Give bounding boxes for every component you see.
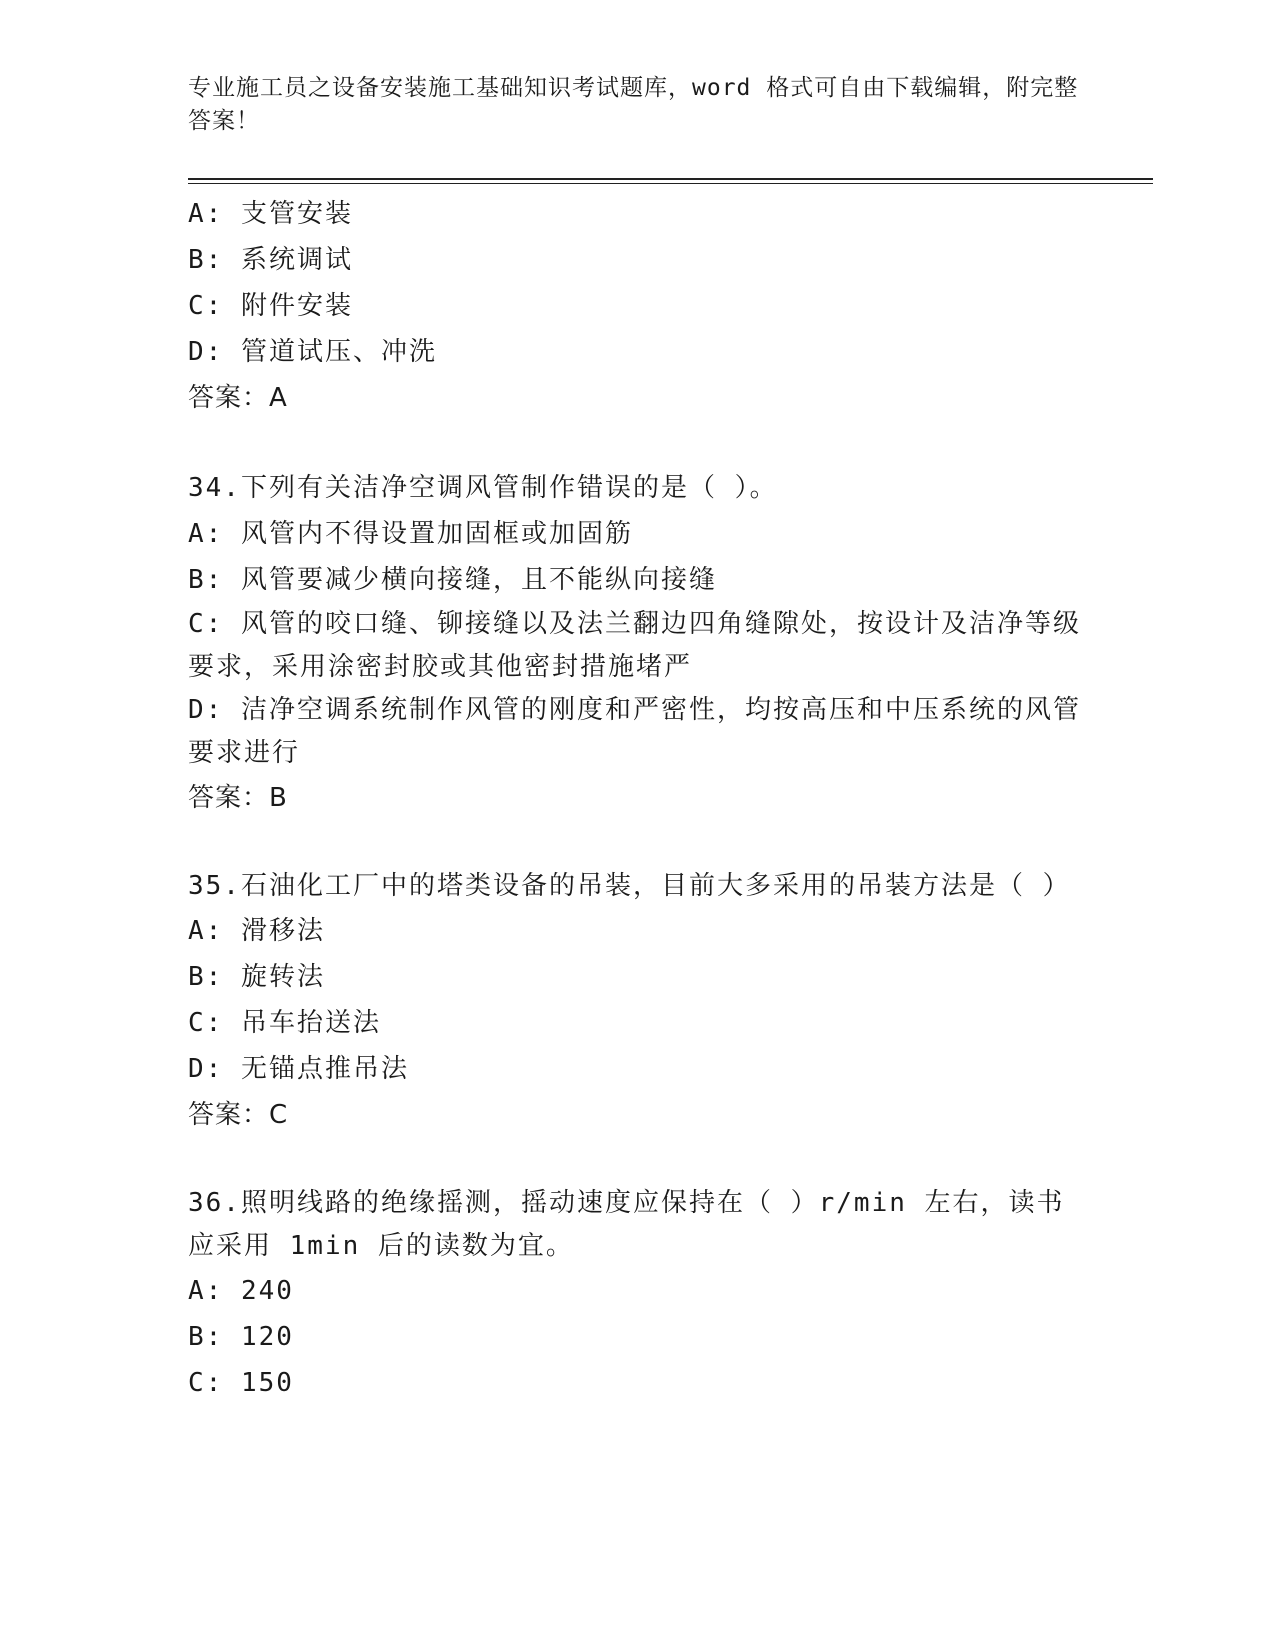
spacer [188,421,1088,465]
option-a: A: 滑移法 [188,916,325,946]
question-text: 36.照明线路的绝缘摇测，摇动速度应保持在（ ）r/min 左右，读书应采用 1min 后的读数为宜。 [188,1188,1065,1261]
option-d: D: 管道试压、冲洗 [188,337,437,367]
spacer [188,821,1088,865]
option-a: A: 支管安装 [188,199,353,229]
header-divider-thick [188,178,1153,180]
answer: 答案：B [188,783,288,813]
option-a: A: 240 [188,1276,294,1306]
option-b: B: 旋转法 [188,962,325,992]
option-b: B: 风管要减少横向接缝，且不能纵向接缝 [188,565,717,595]
option-c: C: 吊车抬送法 [188,1008,381,1038]
question-36 [188,1182,1088,1406]
option-d: D: 洁净空调系统制作风管的刚度和严密性，均按高压和中压系统的风管要求进行 [188,695,1081,768]
header-divider-thin [188,183,1153,184]
option-c: C: 风管的咬口缝、铆接缝以及法兰翻边四角缝隙处，按设计及洁净等级要求，采用涂密封胶或其他密封措施堵严 [188,609,1081,682]
option-c: C: 150 [188,1368,294,1398]
question-35 [188,865,1088,1138]
option-a: A: 风管内不得设置加固框或加固筋 [188,519,633,549]
option-b: B: 系统调试 [188,245,353,275]
question-34 [188,465,1088,821]
question-content [188,191,1088,1406]
question-text: 35.石油化工厂中的塔类设备的吊装，目前大多采用的吊装方法是（ ） [188,871,1071,901]
question-33-tail [188,191,1088,421]
answer: 答案：C [188,1100,289,1130]
option-b: B: 120 [188,1322,294,1352]
option-d: D: 无锚点推吊法 [188,1054,409,1084]
question-text: 34.下列有关洁净空调风管制作错误的是（ ）。 [188,473,778,503]
option-c: C: 附件安装 [188,291,353,321]
spacer [188,1138,1088,1182]
document-header: 专业施工员之设备安装施工基础知识考试题库，word 格式可自由下载编辑，附完整答案！ [188,75,1079,134]
answer: 答案：A [188,383,288,413]
